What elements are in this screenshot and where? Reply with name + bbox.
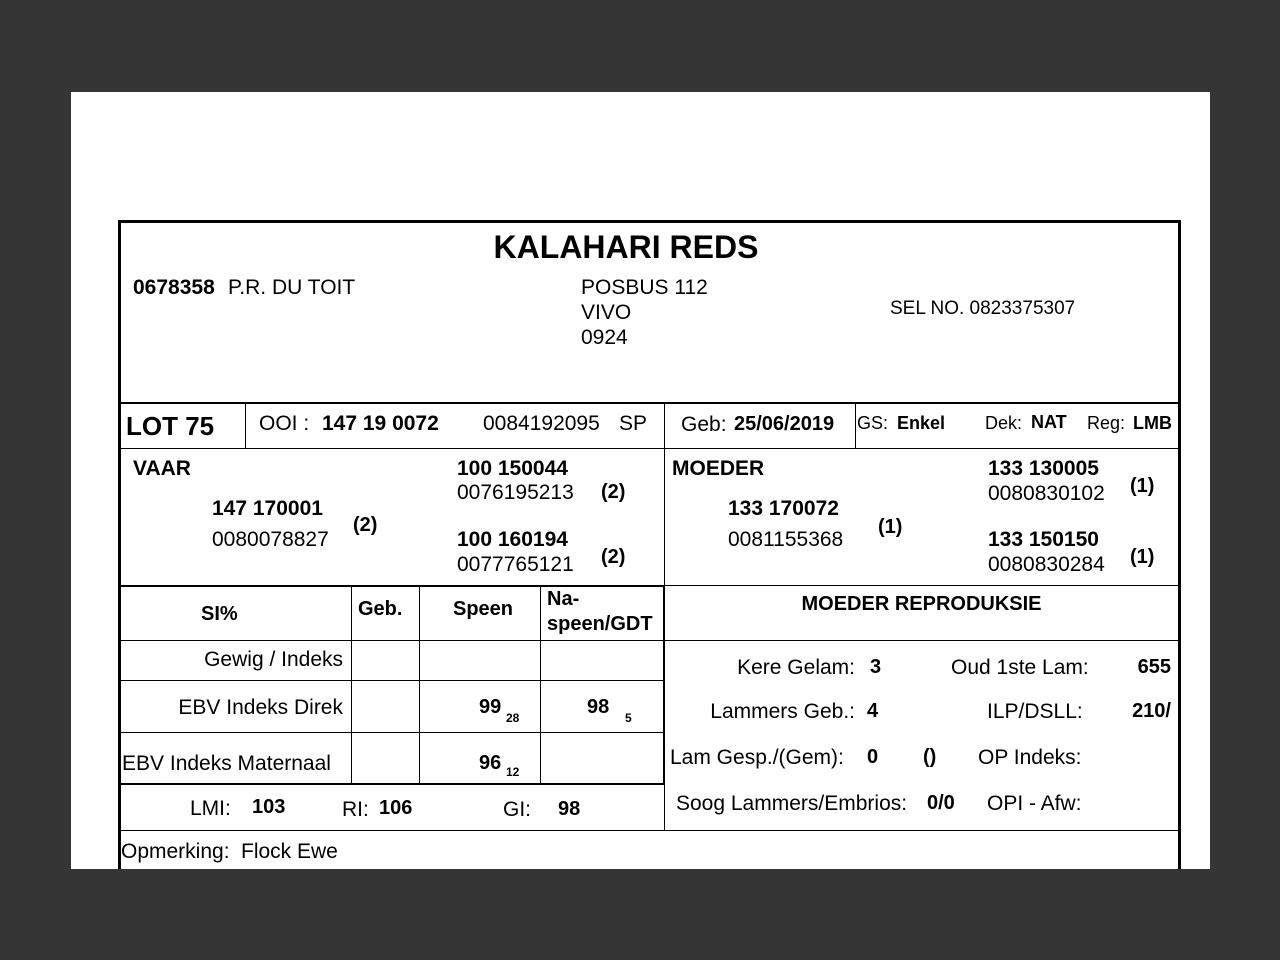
op-label: OP Indeks: [978,746,1082,769]
gesp-gem-value: () [923,746,937,768]
geb-date: 25/06/2019 [734,413,835,435]
ooi-label: OOI : [259,412,310,435]
moeder-dam-id: 0080830284 [988,553,1105,576]
gi-value: 98 [558,798,581,820]
lammers-value: 4 [867,700,879,722]
maternaal-speen-value: 96 [479,752,502,774]
direk-speen-sub: 28 [506,711,520,725]
moeder-id: 0081155368 [728,528,844,551]
direk-naspeen-sub: 5 [625,711,632,725]
divider-bottom [121,830,1178,831]
vaar-grade: (2) [353,514,378,536]
kere-value: 3 [870,656,882,678]
ooi-id: 0084192095 [483,412,600,435]
vaar-sire-id: 0076195213 [457,481,574,504]
vaar-dam-number: 100 160194 [457,528,568,551]
soog-label: Soog Lammers/Embrios: [676,792,908,815]
reg-value: LMB [1133,413,1172,433]
direk-speen-value: 99 [479,696,502,718]
ooi-number: 147 19 0072 [322,412,439,435]
divider-lot [121,448,1178,449]
divider-pedigree-thick [121,585,665,587]
vaar-sire-grade: (2) [601,481,626,503]
ilp-label: ILP/DSLL: [987,700,1083,723]
moeder-label: MOEDER [672,457,765,480]
soog-value: 0/0 [927,792,955,814]
ooi-sp: SP [619,412,648,435]
oud-value: 655 [1137,656,1171,678]
naspeen-header-2: speen/GDT [547,613,653,635]
geb-header: Geb. [358,598,403,620]
frame-left [118,220,121,869]
vaar-label: VAAR [133,457,191,480]
si-header: SI% [201,603,238,625]
kere-label: Kere Gelam: [737,656,855,679]
row-label-gewig: Gewig / Indeks [204,648,343,671]
moeder-sire-grade: (1) [1130,475,1155,497]
address-line-3: 0924 [581,326,628,349]
remark-label: Opmerking: [121,840,230,863]
address-line-2: VIVO [581,301,632,324]
divider-col-speen [540,586,541,784]
document-title: KALAHARI REDS [493,229,759,265]
divider-row-3 [121,783,665,785]
oud-label: Oud 1ste Lam: [951,656,1089,679]
dek-value: NAT [1031,412,1067,432]
vaar-id: 0080078827 [212,528,329,551]
vaar-number: 147 170001 [212,497,323,520]
cell-number: SEL NO. 0823375307 [890,298,1076,319]
divider-gs [855,403,856,448]
reg-label: Reg: [1087,413,1126,433]
frame-right [1178,220,1181,869]
dek-label: Dek: [985,413,1023,433]
divider-col-geb [419,586,420,784]
ri-label: RI: [342,798,369,821]
ri-value: 106 [379,797,413,819]
divider-table-header [121,640,1178,641]
address-line-1: POSBUS 112 [581,276,708,299]
moeder-sire-id: 0080830102 [988,482,1105,505]
frame-top [118,220,1180,223]
remark-value: Flock Ewe [241,840,338,863]
gi-label: GI: [503,798,532,821]
lmi-label: LMI: [190,797,231,820]
maternaal-speen-sub: 12 [506,765,520,779]
vaar-sire-number: 100 150044 [457,457,568,480]
repro-title: MOEDER REPRODUKSIE [801,593,1042,615]
lot-label: LOT 75 [126,411,215,441]
moeder-dam-grade: (1) [1130,546,1155,568]
divider-lot-label [245,403,246,448]
breeder-number: 0678358 [133,276,215,299]
naspeen-header-1: Na- [547,588,580,610]
breeder-name: P.R. DU TOIT [228,276,356,299]
row-label-direk: EBV Indeks Direk [178,696,343,719]
gesp-value: 0 [867,746,879,768]
divider-header [121,402,1178,404]
lammers-label: Lammers Geb.: [710,700,855,723]
divider-row-1 [121,680,665,681]
direk-naspeen-value: 98 [587,696,610,718]
divider-col-si [351,586,352,784]
opi-label: OPI - Afw: [987,792,1082,815]
row-label-maternaal: EBV Indeks Maternaal [122,752,331,775]
divider-col-naspeen [663,586,665,784]
moeder-grade: (1) [878,516,903,538]
gs-value: Enkel [897,413,946,433]
lmi-value: 103 [252,796,286,818]
ilp-value: 210/ [1132,700,1171,722]
speen-header: Speen [453,598,514,620]
vaar-dam-id: 0077765121 [457,553,574,576]
moeder-sire-number: 133 130005 [988,457,1099,480]
geb-label: Geb: [681,413,727,436]
moeder-number: 133 170072 [728,497,839,520]
vaar-dam-grade: (2) [601,546,626,568]
moeder-dam-number: 133 150150 [988,528,1099,551]
gs-label: GS: [857,413,889,433]
catalogue-sheet [71,92,1210,869]
gesp-label: Lam Gesp./(Gem): [670,746,844,769]
divider-row-2 [121,732,665,733]
